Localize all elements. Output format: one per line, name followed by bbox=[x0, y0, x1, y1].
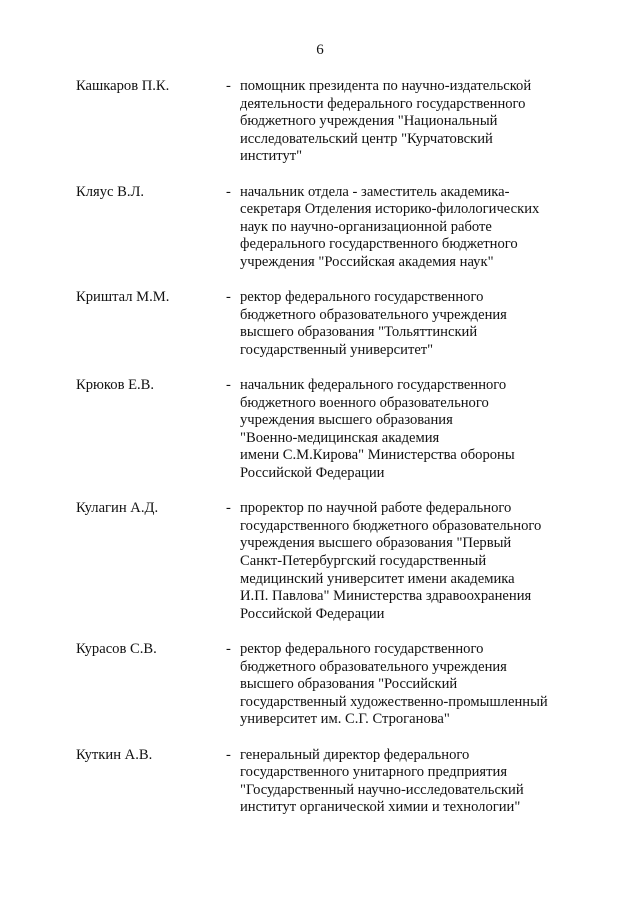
list-item bbox=[0, 500, 640, 623]
separator-dash: - bbox=[226, 289, 231, 306]
person-name: Курасов С.В. bbox=[76, 641, 157, 657]
person-position: начальник федерального государственного бюджетного военного образовательного учреждения высшего образования "Военно-медицинская академия имени С.М.Кирова" Министерства обороны Российской Федерации bbox=[240, 377, 515, 482]
list-item bbox=[0, 641, 640, 729]
separator-dash: - bbox=[226, 500, 231, 517]
person-position: ректор федерального государственного бюджетного образовательного учреждения высшего образования "Тольяттинский государственный университет" bbox=[240, 289, 507, 358]
person-name: Кулагин А.Д. bbox=[76, 500, 159, 517]
separator-dash: - bbox=[226, 377, 231, 394]
page-number: 6 bbox=[316, 42, 324, 58]
person-name: Крюков Е.В. bbox=[76, 377, 155, 394]
person-position: помощник президента по научно-издательской деятельности федерального государственного бюджетного учреждения "Национальный исследовательский центр "Курчатовский институт" bbox=[240, 78, 532, 165]
separator-dash: - bbox=[226, 78, 231, 94]
list-item bbox=[0, 184, 640, 272]
person-name: Куткин А.В. bbox=[76, 746, 153, 763]
list-item bbox=[0, 747, 640, 817]
person-name: Криштал М.М. bbox=[76, 289, 170, 306]
list-item bbox=[0, 289, 640, 359]
person-position: генеральный директор федерального государственного унитарного предприятия "Государственный научно-исследовательский институт органической химии и технологии" bbox=[240, 746, 524, 816]
person-position: проректор по научной работе федерального государственного бюджетного образовательного учреждения высшего образования "Первый Санкт-Петербургский государственный медицинский университет имени академика И.П. Павлова" Министерства здравоохранения Российской Федерации bbox=[240, 500, 542, 622]
person-name: Кляус В.Л. bbox=[76, 183, 145, 200]
list-item bbox=[0, 377, 640, 483]
separator-dash: - bbox=[226, 183, 231, 200]
personnel-list bbox=[0, 78, 640, 817]
person-name: Кашкаров П.К. bbox=[76, 78, 170, 94]
list-item bbox=[0, 78, 640, 166]
separator-dash: - bbox=[226, 641, 231, 657]
separator-dash: - bbox=[226, 746, 231, 763]
person-position: начальник отдела - заместитель академика- секретаря Отделения историко-филологических наук по научно-организационной работе федерального государственного бюджетного учреждения "Российская академия наук" bbox=[240, 183, 540, 270]
person-position: ректор федерального государственного бюджетного образовательного учреждения высшего образования "Российский государственный художественно-промышленный университет им. С.Г. Строганова" bbox=[240, 641, 548, 728]
